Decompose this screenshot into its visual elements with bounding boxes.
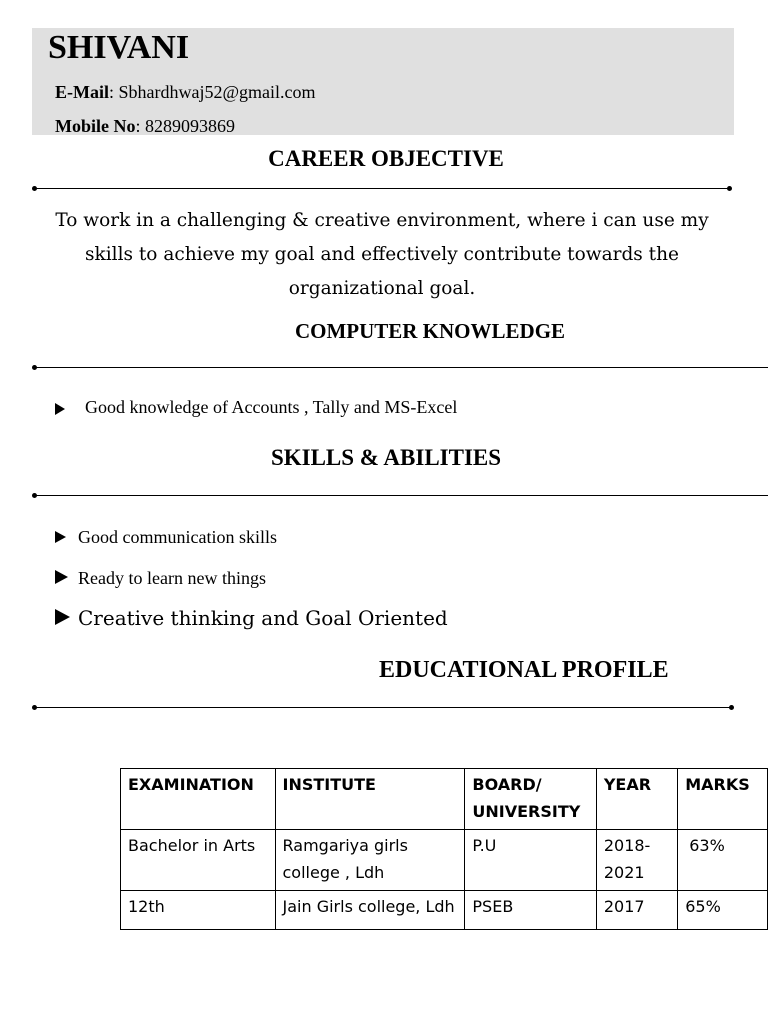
skill-item-text: Ready to learn new things <box>78 568 266 588</box>
computer-knowledge-item-text: Good knowledge of Accounts , Tally and MS-Excel <box>85 397 458 417</box>
table-cell: 65% <box>678 891 768 930</box>
column-header: YEAR <box>596 769 677 830</box>
column-header: BOARD/ UNIVERSITY <box>465 769 596 830</box>
table-cell: 2017 <box>596 891 677 930</box>
year-end: 2021 <box>603 863 645 882</box>
table-header-row <box>121 769 768 830</box>
table-cell: PSEB <box>465 891 596 930</box>
education-heading: EDUCATIONAL PROFILE <box>379 657 669 683</box>
column-header: EXAMINATION <box>121 769 276 830</box>
career-objective-text: To work in a challenging & creative environment, where i can use my skills to achieve my goal and effectively contribute towards the organizational goal. <box>55 210 709 299</box>
skill-item-text: Creative thinking and Goal Oriented <box>78 606 448 630</box>
table-cell: 12th <box>121 891 276 930</box>
table-row <box>121 830 768 891</box>
mobile-label: Mobile No <box>55 116 136 136</box>
column-header: INSTITUTE <box>275 769 465 830</box>
candidate-name: SHIVANI <box>48 29 190 66</box>
column-header: MARKS <box>678 769 768 830</box>
table-cell <box>596 830 677 891</box>
year-start: 2018- <box>603 836 651 855</box>
computer-knowledge-heading: COMPUTER KNOWLEDGE <box>294 319 566 343</box>
table-cell: 63% <box>678 830 768 891</box>
email-value: : Sbhardhwaj52@gmail.com <box>109 82 316 102</box>
table-cell: Jain Girls college, Ldh <box>275 891 465 930</box>
mobile-value: : 8289093869 <box>135 116 236 136</box>
education-table <box>120 768 768 930</box>
skill-item-text: Good communication skills <box>78 527 277 547</box>
table-cell: Bachelor in Arts <box>121 830 276 891</box>
career-objective-heading: CAREER OBJECTIVE <box>268 146 504 171</box>
table-row <box>121 891 768 930</box>
email-label: E-Mail <box>55 82 109 102</box>
table-cell: P.U <box>465 830 596 891</box>
table-cell: Ramgariya girls college , Ldh <box>275 830 465 891</box>
skills-heading: SKILLS & ABILITIES <box>270 445 502 470</box>
